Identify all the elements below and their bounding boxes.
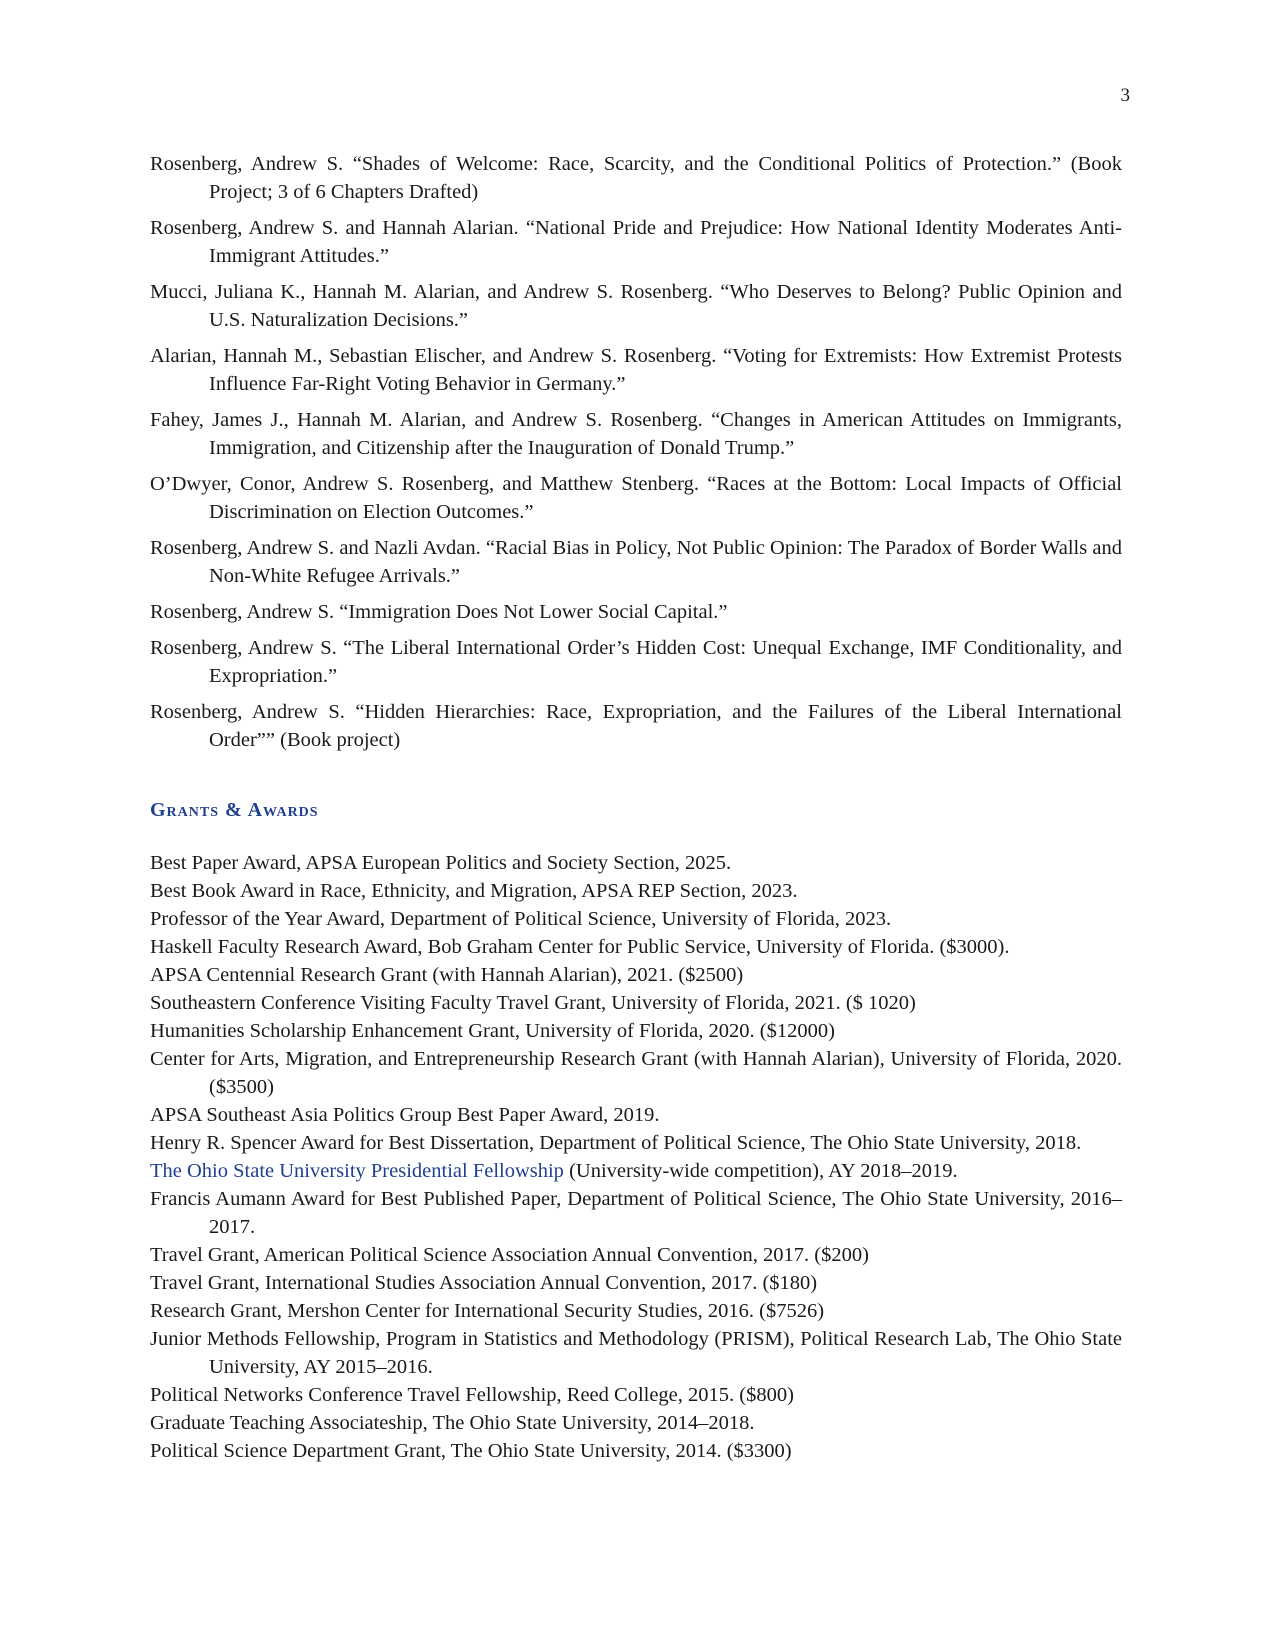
award-entry: Professor of the Year Award, Department of Political Science, University of Florida, 2023.: [150, 908, 892, 930]
work-entry: O’Dwyer, Conor, Andrew S. Rosenberg, and Matthew Stenberg. “Races at the Bottom: Local Impacts of Official Discrimination on Election Outcomes.”: [150, 473, 1122, 523]
award-entry: Research Grant, Mershon Center for International Security Studies, 2016. ($7526): [150, 1300, 825, 1322]
work-entry: Rosenberg, Andrew S. “Immigration Does Not Lower Social Capital.”: [150, 601, 728, 623]
work-entry: Alarian, Hannah M., Sebastian Elischer, and Andrew S. Rosenberg. “Voting for Extremists: How Extremist Protests Influence Far-Right Voting Behavior in Germany.”: [150, 345, 1122, 395]
works-in-progress-list: [150, 150, 1122, 762]
award-entry: Southeastern Conference Visiting Faculty Travel Grant, University of Florida, 2021. ($ 1020): [150, 992, 916, 1014]
award-entry: APSA Centennial Research Grant (with Hannah Alarian), 2021. ($2500): [150, 964, 744, 986]
award-entry: APSA Southeast Asia Politics Group Best Paper Award, 2019.: [150, 1104, 660, 1126]
award-entry: Henry R. Spencer Award for Best Dissertation, Department of Political Science, The Ohio State University, 2018.: [150, 1132, 1082, 1154]
award-entry: Travel Grant, International Studies Association Annual Convention, 2017. ($180): [150, 1272, 818, 1294]
award-entry: Haskell Faculty Research Award, Bob Graham Center for Public Service, University of Florida. ($3000).: [150, 936, 1010, 958]
grants-awards-list: [150, 849, 1122, 1465]
award-entry: Travel Grant, American Political Science Association Annual Convention, 2017. ($200): [150, 1244, 869, 1266]
award-entry-presidential-fellowship: [150, 1157, 1122, 1185]
work-entry: Rosenberg, Andrew S. and Hannah Alarian. “National Pride and Prejudice: How National Identity Moderates Anti-Immigrant Attitudes.”: [150, 217, 1122, 267]
work-entry: Fahey, James J., Hannah M. Alarian, and Andrew S. Rosenberg. “Changes in American Attitudes on Immigrants, Immigration, and Citizenship after the Inauguration of Donald Trump.”: [150, 409, 1122, 459]
page-number: 3: [1120, 85, 1130, 106]
presidential-fellowship-link[interactable]: The Ohio State University Presidential Fellowship: [150, 1160, 564, 1182]
work-entry: Rosenberg, Andrew S. “The Liberal International Order’s Hidden Cost: Unequal Exchange, IMF Conditionality, and Expropriation.”: [150, 637, 1122, 687]
work-entry: Rosenberg, Andrew S. “Shades of Welcome: Race, Scarcity, and the Conditional Politics of Protection.” (Book Project; 3 of 6 Chapters Drafted): [150, 153, 1122, 203]
award-entry: Graduate Teaching Associateship, The Ohio State University, 2014–2018.: [150, 1412, 755, 1434]
award-entry-text: (University-wide competition), AY 2018–2019.: [563, 1160, 958, 1182]
work-entry: Mucci, Juliana K., Hannah M. Alarian, and Andrew S. Rosenberg. “Who Deserves to Belong? Public Opinion and U.S. Naturalization Decisions.”: [150, 281, 1122, 331]
grants-awards-heading: Grants & Awards: [150, 799, 319, 821]
award-entry: Best Paper Award, APSA European Politics and Society Section, 2025.: [150, 852, 732, 874]
work-entry: Rosenberg, Andrew S. and Nazli Avdan. “Racial Bias in Policy, Not Public Opinion: The Paradox of Border Walls and Non-White Refugee Arrivals.”: [150, 537, 1122, 587]
award-entry: Best Book Award in Race, Ethnicity, and Migration, APSA REP Section, 2023.: [150, 880, 798, 902]
award-entry: Political Networks Conference Travel Fellowship, Reed College, 2015. ($800): [150, 1384, 794, 1406]
work-entry: Rosenberg, Andrew S. “Hidden Hierarchies: Race, Expropriation, and the Failures of the Liberal International Order”” (Book project): [150, 701, 1122, 751]
award-entry: Center for Arts, Migration, and Entrepreneurship Research Grant (with Hannah Alarian), University of Florida, 2020. ($3500): [150, 1048, 1122, 1098]
award-entry: Junior Methods Fellowship, Program in Statistics and Methodology (PRISM), Political Research Lab, The Ohio State University, AY 2015–2016.: [150, 1328, 1122, 1378]
award-entry: Political Science Department Grant, The Ohio State University, 2014. ($3300): [150, 1440, 792, 1462]
award-entry: Humanities Scholarship Enhancement Grant, University of Florida, 2020. ($12000): [150, 1020, 835, 1042]
award-entry: Francis Aumann Award for Best Published Paper, Department of Political Science, The Ohio State University, 2016–2017.: [150, 1188, 1122, 1238]
